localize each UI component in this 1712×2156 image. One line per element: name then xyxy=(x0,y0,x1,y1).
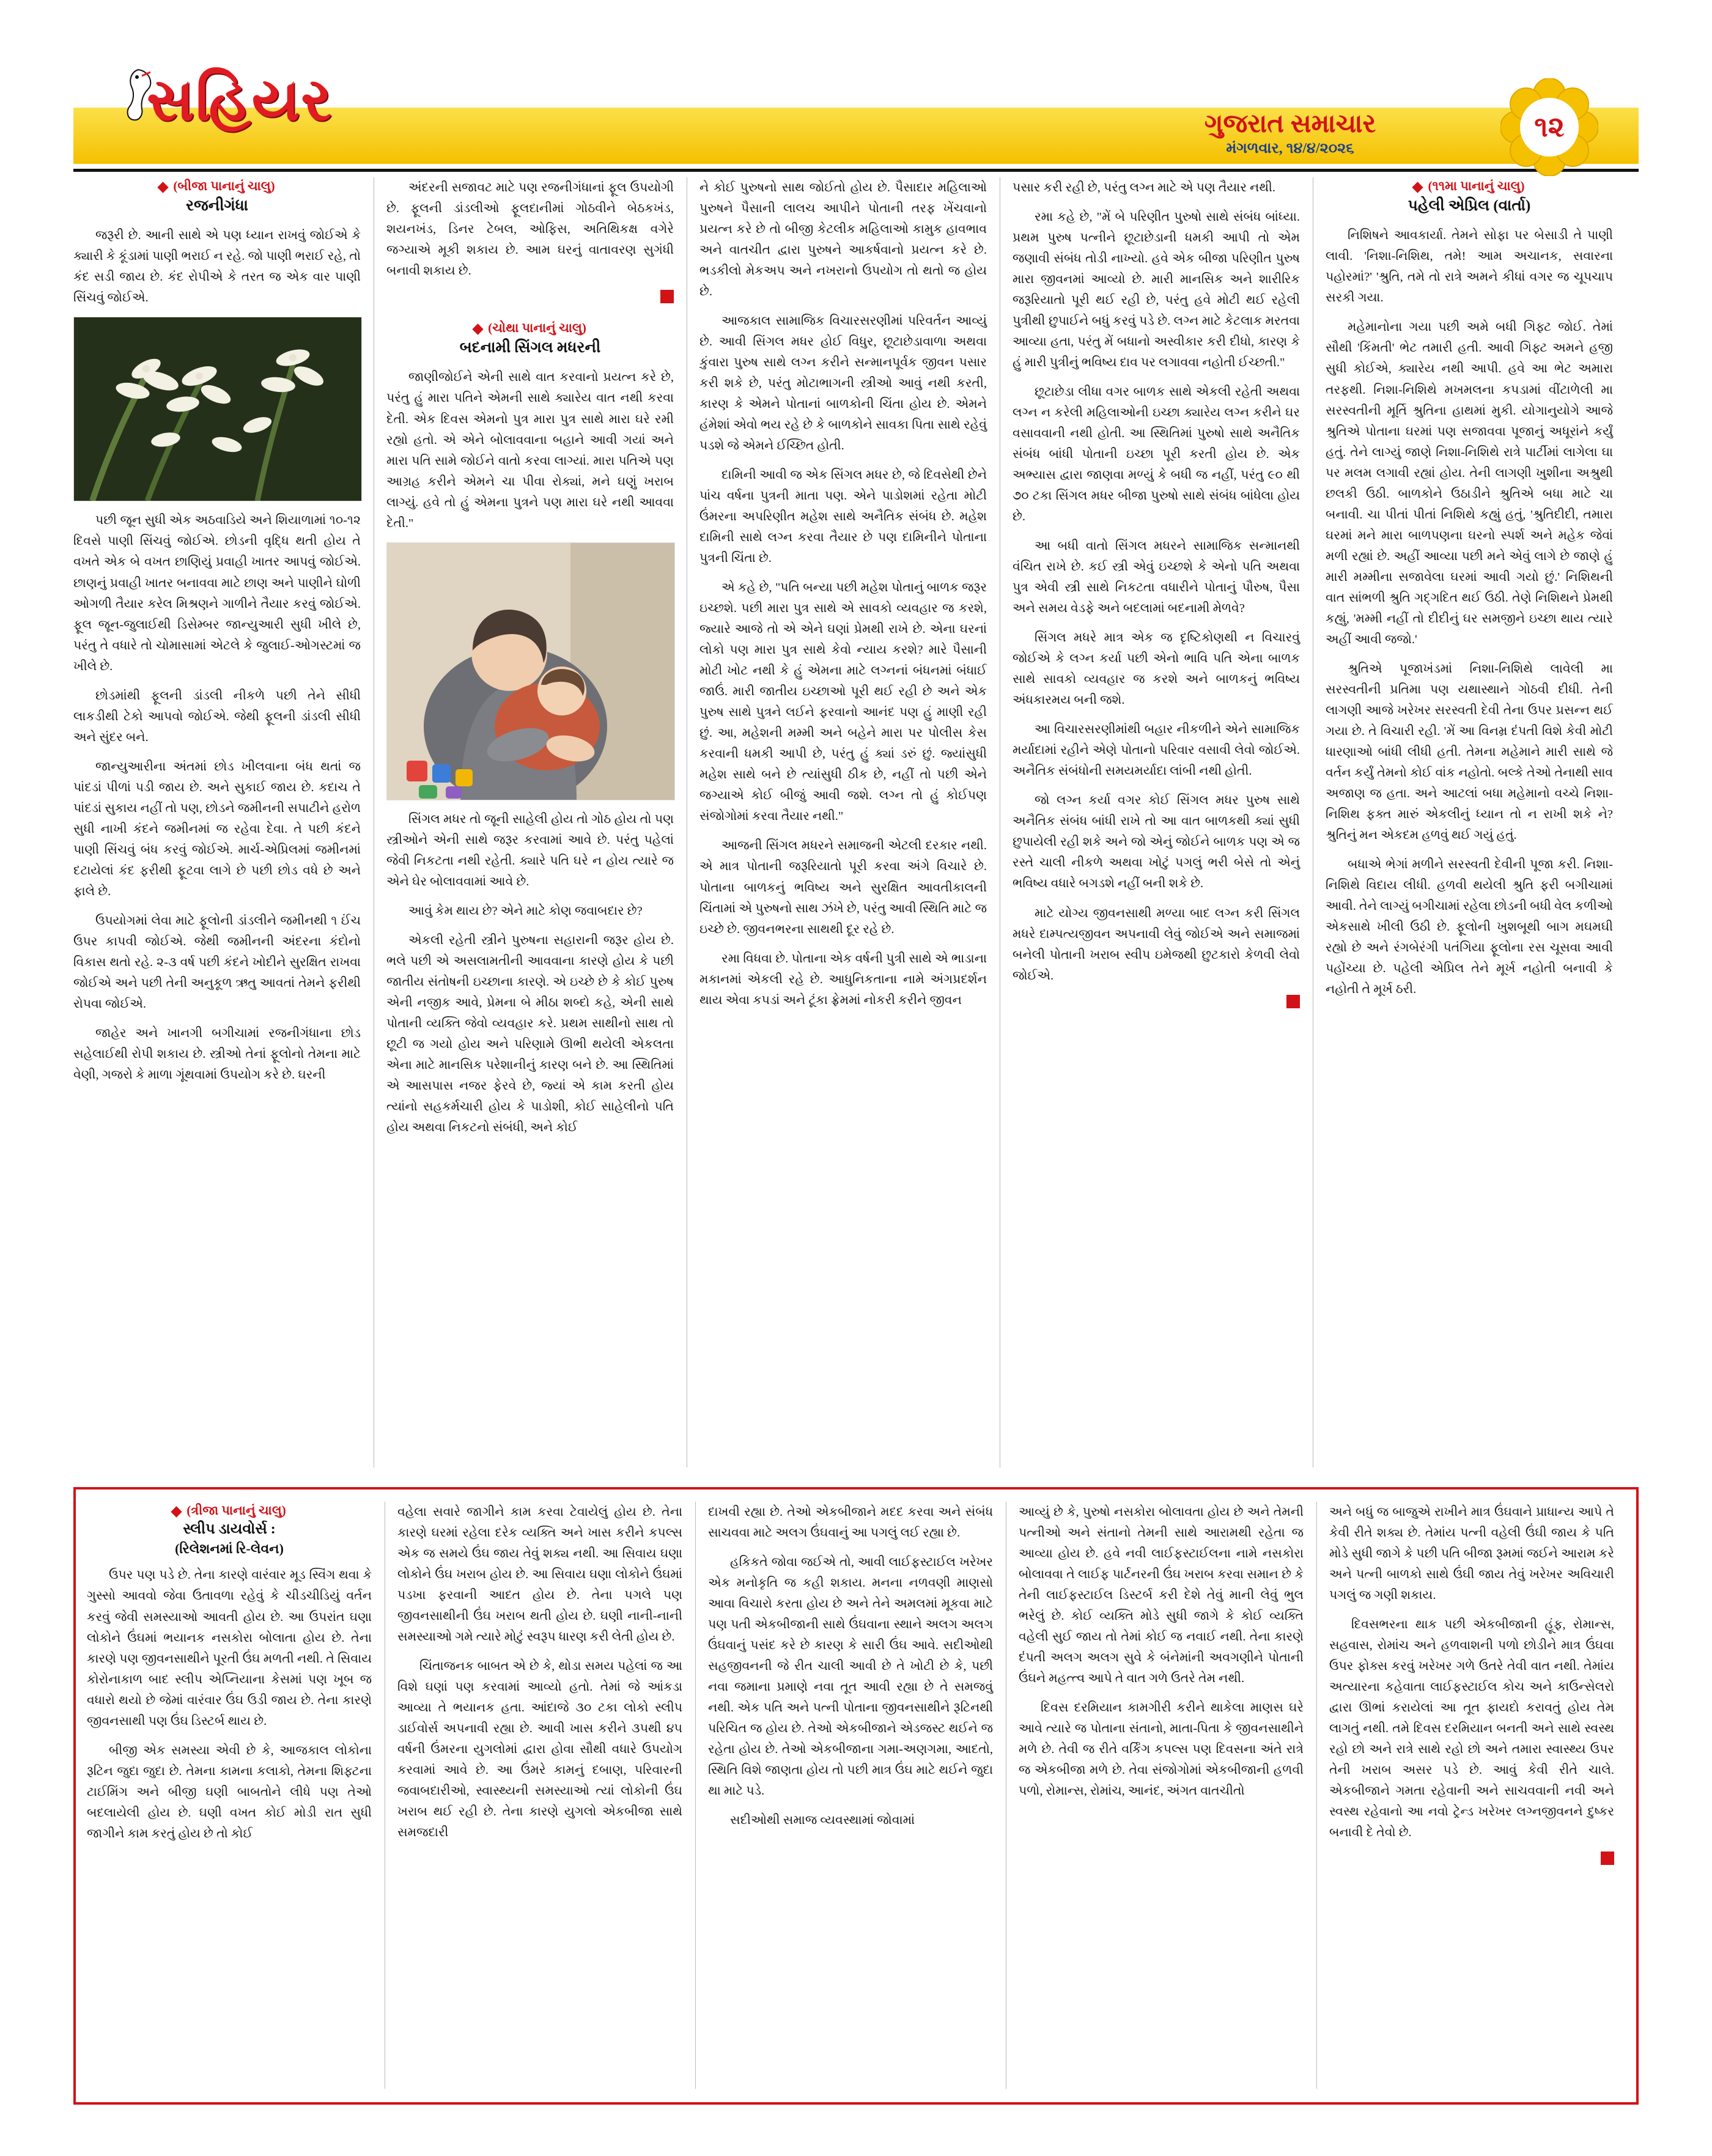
continuation-note: (ત્રીજા પાનાનું ચાલુ) xyxy=(87,1502,372,1519)
boxed-column-4 xyxy=(1019,1502,1304,2089)
paragraph: રમા વિધવા છે. પોતાના એક વર્ષની પુત્રી સાથે એ ભાડાના મકાનમાં એકલી રહે છે. આધુનિકતાના નામે અંગપ્રદર્શન થાય એવા કપડાં અને ટૂંકા ફ્રેમમાં નોકરી કરીને જીવન xyxy=(699,951,987,1007)
paragraph: આજની સિંગલ મધરને સમાજની એટલી દરકાર નથી. એ માત્ર પોતાની જરૂરિયાતો પૂરી કરવા અંગે વિચારે છે. પોતાના બાળકનું ભવિષ્ય અને સુરક્ષિત આવતીકાલની ચિંતામાં એ પુરુષનો સાથ ઝંખે છે, પરંતુ આવી સ્થિતિ માટે જ ઇચ્છે છે. જીવનભરના સાથથી દૂર રહે છે. xyxy=(699,839,987,936)
paragraph: છોડમાંથી ફૂલની ડાંડલી નીકળે પછી તેને સીધી લાકડીથી ટેકો આપવો જોઈએ. જેથી ફૂલની ડાંડલી સીધી અને સુંદર બને. xyxy=(73,689,361,744)
tuberose-flower-photo xyxy=(73,317,362,501)
boxed-column-5 xyxy=(1329,1502,1614,2089)
issue-date: મંગળવાર, ૧૪/૪/૨૦૨૬ xyxy=(1226,141,1354,157)
paragraph: આ વિચારસરણીમાંથી બહાર નીકળીને એને સામાજિક મર્યાદામાં રહીને એણે પોતાનો પરિવાર વસાવી લેવો જોઈએ. અનૈતિક સંબંધોની સમયમર્યાદા લાંબી નથી હોતી. xyxy=(1013,723,1300,778)
paragraph: છૂટાછેડા લીધા વગર બાળક સાથે એકલી રહેતી અથવા લગ્ન ન કરેલી મહિલાઓની ઇચ્છા ક્યારેય લગ્ન કરીને ઘર વસાવવાની નથી હોતી. આ સ્થિતિમાં પુરુષો સાથે અનૈતિક સંબંધ બાંધી પોતાની ઇચ્છા પૂરી કરતી હોય છે. એક અભ્યાસ દ્વારા જાણવા મળ્યું કે બધી જ નહીં, પરંતુ ૯૦ થી ૭૦ ટકા સિંગલ મધર બીજા પુરુષો સાથે સંબંધ બાંધેલા હોય છે. xyxy=(1013,385,1300,524)
column-divider xyxy=(695,1502,696,2089)
continuation-note: (ચોથા પાનાનું ચાલુ) xyxy=(386,319,674,337)
boxed-column-3 xyxy=(708,1502,993,2089)
paragraph: અંદરની સજાવટ માટે પણ રજનીગંધાનાં ફૂલ ઉપયોગી છે. ફૂલની ડાંડલીઓ ફૂલદાનીમાં ગોઠવીને બેઠકખંડ, શયનખંડ, ડિનર ટેબલ, ઓફિસ, અતિથિકક્ષ વગેરે જગ્યાએ મૂકી શકાય છે. આમ ઘરનું વાતાવરણ સુગંધી બનાવી શકાય છે. xyxy=(386,181,674,278)
paragraph: સિંગલ મધર તો જૂની સાહેલી હોય તો ગોઠ હોય તો પણ સ્ત્રીઓને એની સાથે જરૂર કરવામાં આવે છે. પરંતુ પહેલાં જેવી નિકટતા નથી રહેતી. ક્યારે પતિ ઘરે ન હોય ત્યારે જ એને ઘેર બોલાવવામાં આવે છે. xyxy=(386,812,674,888)
paragraph: મહેમાનોના ગયા પછી અમે બધી ગિફ્ટ જોઈ. તેમાં સૌથી 'કિંમતી' ભેટ તમારી હતી. આવી ગિફ્ટ અમને હજી સુધી કોઈએ, ક્યારેય નથી આપી. હવે આ ભેટ અમારા તરફથી. નિશા-નિશિથે મખમલના કપડામાં વીંટાળેલી મા સરસ્વતીની મૂર્તિ શ્રુતિના હાથમાં મુકી. યોગાનુયોગે આજે શ્રુતિએ પોતાના ઘરમાં પણ સજાવવા પૂજાનું અધૂરાંને કર્યું હતું. તેને લાગ્યું જાણે નિશા-નિશિથે રાત્રે પાર્ટીમાં લાગેલા ઘા પર મલમ લગાવી રહ્યાં હોય. તેની લાગણી ખુશીના અશ્રુથી છલકી ઉઠી. બાળકોને ઉઠાડીને શ્રુતિએ બધા માટે ચા બનાવી. ચા પીતાં પીતાં નિશિથે કહ્યું હતું, 'શ્રુતિદીદી, તમારા ઘરમાં મને મારા બાળપણના ઘરનો સ્પર્શ અને મહેક જેવાં મળી રહ્યાં છે. અહીં આવ્યા પછી મને એવું લાગે છે જાણે હું મારી મમ્મીના સજાવેલા ઘરમાં આવી ગયો છું.' નિશિથની વાત સાંભળી શ્રુતિ ગદ્ગદિત થઈ ઉઠી. તેણે નિશિથને પ્રેમથી કહ્યું, 'મમ્મી નહીં તો દીદીનું ઘર સમજીને ઇચ્છા થાય ત્યારે અહીં આવી જજો.' xyxy=(1326,320,1613,646)
article-columns xyxy=(73,177,1639,1467)
paragraph: ચિંતાજનક બાબત એ છે કે, થોડા સમય પહેલાં જ આ વિશે ઘણાં પણ કરવામાં આવ્યો હતો. તેમાં જે આંકડા આવ્યા તે ભયાનક હતા. આંદાજે ૩૦ ટકા લોકો સ્લીપ ડાઈવોર્સ અપનાવી રહ્યા છે. આવી ખાસ કરીને ૩૫થી ૪૫ વર્ષની ઉંમરના યુગલોમાં દ્વારા હોવા સૌથી વધારે ઉપયોગ કરવામાં આવે છે. આ ઉંમરે કામનું દબાણ, પરિવારની જવાબદારીઓ, સ્વાસ્થ્યની સમસ્યાઓ ત્યાં લોકોની ઉંઘ ખરાબ થઈ રહી છે. તેના કારણે યુગલો એકબીજા સાથે સમજદારી xyxy=(397,1659,682,1840)
article-title: પહેલી એપ્રિલ (વાર્તા) xyxy=(1408,198,1531,215)
paragraph: એકલી રહેતી સ્ત્રીને પુરુષના સહારાની જરૂર હોય છે. ભલે પછી એ અસલામતીની આવવાના કારણે હોય કે પછી જાતીય સંતોષની ઇચ્છાના કારણે. એ ઇચ્છે છે કે કોઈ પુરુષ એની નજીક આવે, પ્રેમના બે મીઠા શબ્દો કહે, એની સાથે પોતાની વ્યક્તિ જેવો વ્યવહાર કરે. પ્રથમ સાથીનો સાથ તો છૂટી જ ગયો હોય અને પરિણામે ઊભી થયેલી એકલતા એના માટે માનસિક પરેશાનીનું કારણ બને છે. આ સ્થિતિમાં એ આસપાસ નજર ફેરવે છે, જ્યાં એ કામ કરતી હોય ત્યાંનો સહકર્મચારી હોય કે પાડોશી, કોઈ સાહેલીનો પતિ હોય અથવા નિકટનો સંબંધી, અને કોઈ xyxy=(386,933,674,1134)
masthead xyxy=(73,49,1639,165)
column-5 xyxy=(1326,177,1613,1467)
paper-name: ગુજરાત સમાચાર xyxy=(1204,110,1376,138)
boxed-article-columns xyxy=(87,1502,1628,2089)
paragraph: ઉપયોગમાં લેવા માટે ફૂલોની ડાંડલીને જમીનથી ૧ ઈંચ ઉપર કાપવી જોઈએ. જેથી જમીનની અંદરના કંદોનો વિકાસ થતો રહે. ૨-૩ વર્ષ પછી કંદને ખોદીને સુરક્ષિત રાખવા જોઈએ અને પછી તેની અનુકૂળ ઋતુ આવતાં તેમને ફરીથી રોપવા જોઈએ. xyxy=(73,914,361,1011)
column-3 xyxy=(699,177,987,1467)
paragraph: હકિકતે જોવા જઈએ તો, આવી લાઈફસ્ટાઈલ ખરેખર એક મનોકૃતિ જ કહી શકાય. મનના નળવણી માણસો આવા વિચારો કરતા હોય છે અને તેને અમલમાં મૂકવા માટે પણ પતી એકબીજાની સાથે ઉંઘવાના સ્થાને અલગ અલગ ઉંઘવાનું પસંદ કરે છે કારણ કે સારી ઉંઘ આવે. સદીઓથી સહજીવનની જે રીત ચાલી આવી છે તે ખોટી છે કે, પછી નવા જમાના પ્રમાણે નવા તૂત આવી રહ્યા છે તે સમજવું નથી. એક પતિ અને પત્ની પોતાના જીવનસાથીને રૂટિનથી પરિચિત જ હોય છે. તેઓ એકબીજાને એડજસ્ટ થઈને જ રહેતા હોય છે. તેઓ એકબીજાના ગમા-અણગમા, આદતો, સ્થિતિ વિશે જાણતા હોય તો પછી માત્ર ઉંઘ માટે થઈને જુદા થા માટે પડે. xyxy=(708,1556,993,1798)
paragraph: સદીઓથી સમાજ વ્યવસ્થામાં જોવામાં xyxy=(730,1814,915,1828)
paragraph: જાહેર અને ખાનગી બગીચામાં રજનીગંધાના છોડ સહેલાઈથી રોપી શકાય છે. સ્ત્રીઓ તેનાં ફૂલોનો તેમના માટે વેણી, ગજરો કે માળા ગૂંથવામાં ઉપયોગ કરે છે. ઘરની xyxy=(73,1026,361,1082)
continuation-note: (૧૧મા પાનાનું ચાલુ) xyxy=(1326,177,1613,195)
paragraph: બીજી એક સમસ્યા એવી છે કે, આજકાલ લોકોના રૂટિન જુદા જુદા છે. તેમના કામના કલાકો, તેમના શિફ્ટના ટાઈમિંગ અને બીજી ઘણી બાબતોને લીધે પણ તેઓ બદલાયેલી હોય છે. ઘણી વખત કોઈ મોડી રાત સુધી જાગીને કામ કરતું હોય છે તો કોઈ xyxy=(87,1743,372,1840)
paragraph: ને કોઈ પુરુષનો સાથ જોઈતો હોય છે. પૈસાદાર મહિલાઓ પુરુષને પૈસાની લાલચ આપીને પોતાની તરફ ખેંચવાનો પ્રયત્ન કરે છે તો બીજી કેટલીક મહિલાઓ કામુક હાવભાવ અને વાતચીત દ્વારા પુરુષને આકર્ષવાનો પ્રયત્ન કરે છે. ભડકીલો મેકઅપ અને નખરાનો ઉપયોગ તો થતો જ હોય છે. xyxy=(699,181,987,299)
paragraph: રમા કહે છે, "મેં બે પરિણીત પુરુષો સાથે સંબંધ બાંધ્યા. પ્રથમ પુરુષ પત્નીને છૂટાછેડાની ધમકી આપી તો એમ જણાવી સંબંધ તોડી નાખ્યો. હવે એક બીજા પરિણીત પુરુષ મારા જીવનમાં આવ્યો છે. મારી માનસિક અને શારીરિક જરૂરિયાતો પૂરી થઈ રહી છે, પરંતુ હવે મોટી થઈ રહેલી પુત્રીથી છુપાઈને બધું કરવું પડે છે. લગ્ન માટે કેટલાક મરતવા આવ્યા હતા, પરંતુ મેં બધાનો અસ્વીકાર કરી દીધો, કારણ કે હું મારી પુત્રીનું ભવિષ્ય દાવ પર લગાવવા નહોતી ઈચ્છતી." xyxy=(1013,210,1300,370)
boxed-article-sleep-divorce xyxy=(73,1487,1639,2105)
page-number: ૧૨ xyxy=(1534,111,1565,142)
column-4 xyxy=(1013,177,1300,1467)
paragraph: માટે યોગ્ય જીવનસાથી મળ્યા બાદ લગ્ન કરી સિંગલ મધરે દામ્પત્યજીવન અપનાવી લેવું જોઈએ અને સમાજમાં બનેલી પોતાની ખરાબ સ્વીપ ઇમેજથી છુટકારો કેળવી લેવો જોઈએ. xyxy=(1013,906,1300,983)
diamond-bullet-icon xyxy=(171,1506,182,1517)
paragraph: જરૂરી છે. આની સાથે એ પણ ધ્યાન રાખવું જોઈએ કે ક્યારી કે કૂંડામાં પાણી ભરાઈ ન રહે. જો પાણી ભરાઈ રહે, તો કંદ સડી જાય છે. કંદ રોપીએ કે તરત જ એક વાર પાણી સિંચવું જોઈએ. xyxy=(73,229,361,305)
paragraph: આવું કેમ થાય છે? એને માટે કોણ જવાબદાર છે? xyxy=(408,904,643,918)
column-1 xyxy=(73,177,361,1467)
paragraph: આવ્યું છે કે, પુરુષો નસકોરા બોલાવતા હોય છે અને તેમની પત્નીઓ અને સંતાનો તેમની સાથે આરામથી રહેતા જ આવ્યા હોય છે. હવે નવી લાઈફસ્ટાઈલના નામે નસકોરા બોલાવવા તે લાઈફ પાર્ટનરની ઉંઘ ખરાબ કરવા સમાન છે કે તેની લાઈફસ્ટાઈલ ડિસ્ટર્બ કરી દેશે તેવું માની લેવું ભુલ ભરેલું છે. કોઈ વ્યક્તિ મોડે સુધી જાગે કે કોઈ વ્યક્તિ વહેલી સુઈ જાય તો તેમાં કોઈ જ નવાઈ નથી. તેના કારણે દંપતી અલગ અલગ સુવે કે બંનેમાંની અવગણીને પોતાની ઉંઘને મહત્ત્વ આપે તે વાત ગળે ઉતરે તેમ નથી. xyxy=(1019,1505,1304,1686)
peacock-icon xyxy=(117,66,160,122)
diamond-bullet-icon xyxy=(472,323,483,334)
end-of-article-mark xyxy=(660,290,674,303)
article-title: બદનામી સિંગલ મધરની xyxy=(459,339,601,356)
paragraph: વહેલા સવારે જાગીને કામ કરવા ટેવાયેલું હોય છે. તેના કારણે ઘરમાં રહેલા દરેક વ્યક્તિ અને ખાસ કરીને કપલ્સ એક જ સમયે ઉંઘ જાય તેવું શક્ય નથી. આ સિવાય ઘણા લોકોને ઉંઘ ખરાબ હોય છે. આ સિવાય ઘણા લોકોને ઉંઘમાં પડખા ફરવાની આદત હોય છે. તેના પગલે પણ જીવનસાથીની ઉંઘ ખરાબ થતી હોય છે. ઘણી નાની-નાની સમસ્યાઓ ગમે ત્યારે મોટું સ્વરૂપ ધારણ કરી લેતી હોય છે. xyxy=(397,1505,682,1644)
paragraph: દાખવી રહ્યા છે. તેઓ એકબીજાને મદદ કરવા અને સંબંધ સાચવવા માટે અલગ ઉંઘવાનું આ પગલું લઈ રહ્યા છે. xyxy=(708,1505,993,1540)
paragraph: આજકાલ સામાજિક વિચારસરણીમાં પરિવર્તન આવ્યું છે. આવી સિંગલ મધર હોઈ વિધુર, છૂટાછેડાવાળા અથવા કુંવારા પુરુષ સાથે લગ્ન કરીને સન્માનપૂર્વક જીવન પસાર કરી શકે છે, પરંતુ મોટાભાગની સ્ત્રીઓ આવું નથી કરતી, કારણ કે એમને પોતાનાં બાળકોની ચિંતા હોય છે. એમને હંમેશાં એવો ભય રહે છે કે બાળકોને સાવકા પિતા સાથે રહેવું પડશે જે એમને ઈચ્છિત હોતી. xyxy=(699,314,987,453)
boxed-article-subtitle: (રિલેશનમાં રિ-લેવન) xyxy=(175,1540,284,1556)
paragraph: દામિની આવી જ એક સિંગલ મધર છે, જે દિવસેથી છેને પાંચ વર્ષના પુત્રની માતા પણ. એને પાડોશમાં રહેતા મોટી ઉંમરના અપરિણીત મહેશ સાથે અનૈતિક સંબંધ છે. મહેશ દામિની સાથે લગ્ન કરવા તૈયાર છે પણ દામિનીને પોતાના પુત્રની ચિંતા છે. xyxy=(699,468,987,566)
paragraph: નિશિષને આવકાર્યા. તેમને સોફા પર બેસાડી તે પાણી લાવી. 'નિશા-નિશિથ, તમે! આમ અચાનક, સવારના પહોરમાં?' 'શ્રુતિ, તમે તો રાત્રે અમને કીધાં વગર જ ચૂપચાપ સરકી ગયા. xyxy=(1326,229,1613,305)
boxed-article-title: સ્લીપ ડાયવોર્સ : xyxy=(183,1521,276,1538)
boxed-column-2 xyxy=(397,1502,682,2089)
paper-info xyxy=(1101,110,1480,157)
paragraph: એ કહે છે, "પતિ બન્યા પછી મહેશ પોતાનું બાળક જરૂર ઇચ્છશે. પછી મારા પુત્ર સાથે એ સાવકો વ્યવહાર જ કરશે, જ્યારે આજે તો એ એને ઘણાં પ્રેમથી રાખે છે. એના ઘરનાં લોકો પણ મારા પુત્ર સાથે કેવો ન્યાય કરશે? મારે પૈસાની મોટી ખોટ નથી કે હું એમના માટે લગ્નનાં બંધનમાં બંધાઈ જાઉં. મારી જાતીય ઇચ્છાઓ પૂરી થઈ રહી છે અને એક પુરુષ સાથે પુત્રને લઈને ફરવાનો આનંદ પણ હું માણી રહી છું. આ, મહેશની મમ્મી અને બહેને મારા પર પોલીસ કેસ કરવાની ધમકી આપી છે, પરંતુ હું ક્યાં ડરું છું. જ્યાંસુધી મહેશ સાથે બને છે ત્યાંસુધી ઠીક છે, નહીં તો પછી એને જગ્યાએ કોઈ બીજું આવી જશે. લગ્ન તો હું કોઈપણ સંજોગોમાં કરવા તૈયાર નથી." xyxy=(699,581,987,824)
paragraph: આ બધી વાતો સિંગલ મધરને સામાજિક સન્માનથી વંચિત રાખે છે. કઈ સ્ત્રી એવું ઇચ્છશે કે એનો પતિ અથવા પુત્ર એવી સ્ત્રી સાથે નિકટતા વધારીને પોતાનું પૌરુષ, પૈસા અને સમય વેડફે અને બદલામાં બદનામી મેળવે? xyxy=(1013,539,1300,616)
article-heading-pehli-april xyxy=(1326,177,1613,216)
paragraph: પસાર કરી રહી છે, પરંતુ લગ્ન માટે એ પણ તૈયાર નથી. xyxy=(1013,181,1276,194)
diamond-bullet-icon xyxy=(158,182,169,193)
paragraph: જાણીજોઈને એની સાથે વાત કરવાનો પ્રયત્ન કરે છે, પરંતુ હું મારા પતિને એમની સાથે ક્યારેય વાત નથી કરવા દેતી. એક દિવસ એમનો પુત્ર મારા પુત્ર સાથે મારા ઘરે રમી રહ્યો હતો. એ એને બોલાવવાના બહાને આવી ગયાં અને મારા પતિ સામે જોઈને વાતો કરવા લાગ્યાં. મારા પતિએ પણ આગ્રહ કરીને એમને ચા પીવા રોક્યાં, મને ઘણું ખરાબ લાગ્યું. હવે તો હું એમના પુત્રને પણ મારા ઘરે નથી આવવા દેતી." xyxy=(386,371,674,530)
continuation-note: (બીજા પાનાનું ચાલુ) xyxy=(73,177,361,195)
paragraph: ઉપર પણ પડે છે. તેના કારણે વારંવાર મૂડ સ્વિંગ થવા કે ગુસ્સો આવવો જેવા ઉતાવળા રહેવું કે ચીડચીડિયું વર્તન કરવું જેવી સમસ્યાઓ આવતી હોય છે. આ ઉપરાંત ઘણા લોકોને ઉંઘમાં ભયાનક નસકોરા બોલાતા હોય છે. તેના કારણે પણ જીવનસાથીને પૂરતી ઉંઘ મળતી નથી. તે સિવાય કોરોનાકાળ બાદ સ્લીપ એપ્નિયાના કેસમાં પણ ખૂબ જ વધારો થયો છે જેમાં વારંવાર ઉંઘ ઉડી જાય છે. તેના કારણે જીવનસાથી પણ ઉંઘ ડિસ્ટર્બ થાય છે. xyxy=(87,1568,372,1728)
boxed-column-1 xyxy=(87,1502,372,2089)
paragraph: પછી જૂન સુધી એક અઠવાડિયે અને શિયાળામાં ૧૦-૧૨ દિવસે પાણી સિંચવું જોઈએ. છોડની વૃદ્ધિ થતી હોય તે વખતે એક બે વખત છાણિયું પ્રવાહી ખાતર આપવું જોઈએ. છાણનું પ્રવાહી ખાતર બનાવવા માટે છાણ અને પાણીને ઘોળી ઓગળી તૈયાર કરેલ મિશ્રણને ગાળીને તૈયાર કરવું જોઈએ. ફૂલ જૂન-જુલાઈથી ડિસેમ્બર જાન્યુઆરી સુધી ખીલે છે, પરંતુ તે વધારે તો ચોમાસામાં એટલે કે જુલાઈ-ઓગસ્ટમાં જ ખીલે છે. xyxy=(73,514,361,673)
end-of-article-mark xyxy=(1286,995,1300,1008)
column-divider xyxy=(1316,1502,1317,2089)
article-title: રજનીગંધા xyxy=(186,198,248,215)
paragraph: જો લગ્ન કર્યા વગર કોઈ સિંગલ મધર પુરુષ સાથે અનૈતિક સંબંધ બાંધી રાખે તો આ વાત બાળકથી ક્યાં સુધી છુપાયેલી રહી શકે અને જો એનું જોઈને બાળક પણ એ જ રસ્તે ચાલી નીકળે અથવા ખોટું પગલું ભરી બેસે તો એનું ભવિષ્ય વધારે બગડશે નહીં બની શકે છે. xyxy=(1013,794,1300,891)
end-of-article-mark xyxy=(1601,1851,1614,1865)
paragraph: દિવસભરના થાક પછી એકબીજાની હૂંફ, રોમાન્સ, સહવાસ, રોમાંચ અને હળવાશની પળો છોડીને માત્ર ઉંઘવા ઉપર ફોક્સ કરવું ખરેખર ગળે ઉતરે તેવી વાત નથી. તેમાંય અત્યારના કહેવાતા લાઈફસ્ટાઈલ કોચ અને કાઉન્સેલરો દ્વારા ઊભાં કરાયેલાં આ તૂત ફાયદો કરાવતું હોય તેમ લાગતું નથી. તમે દિવસ દરમિયાન બનતી અને સાથે સ્વસ્થ રહો છો અને રાત્રે સાથે રહો છો અને તમારા સ્વાસ્થ્ય ઉપર તેની ખરાબ અસર પડે છે. આવું કેવી રીતે ચાલે. એકબીજાને ગમતા રહેવાની અને સાચવવાની નવી અને સ્વસ્થ રહેવાનો આ નવો ટ્રેન્ડ ખરેખર લગ્નજીવનને દુષ્કર બનાવી દે તેવો છે. xyxy=(1329,1618,1614,1840)
paragraph: જાન્યુઆરીના અંતમાં છોડ ખીલવાના બંધ થતાં જ પાંદડાં પીળાં પડી જાય છે. અને સુકાઈ જાય છે. કદાચ તે પાંદડાં સુકાય નહીં તો પણ, છોડને જમીનની સપાટીને હરોળ સુધી નાખી કંદને જમીનમાં જ રહેવા દેવા. તે પછી કંદને પાણી સિંચવું બંધ કરવું જોઈએ. માર્ચ-એપ્રિલમાં જમીનમાં દટાયેલાં કંદ ફરીથી ફૂટવા લાગે છે પછી છોડ વધે છે અને ફાલે છે. xyxy=(73,759,361,898)
paragraph: સિંગલ મધરે માત્ર એક જ દૃષ્ટિકોણથી ન વિચારવું જોઈએ કે લગ્ન કર્યા પછી એનો ભાવિ પતિ એના બાળક સાથે સાવકો વ્યવહાર જ કરશે અને બાળકનું ભવિષ્ય અંધકારમય બની જશે. xyxy=(1013,631,1300,707)
diamond-bullet-icon xyxy=(1412,182,1423,193)
masthead-divider xyxy=(73,169,1639,172)
mother-and-child-illustration xyxy=(386,542,675,800)
paragraph: શ્રુતિએ પૂજાખંડમાં નિશા-નિશિથે લાવેલી મા સરસ્વતીની પ્રતિમા પણ યથાસ્થાને ગોઠવી દીધી. તેની લાગણી આજે ખરેખર સરસ્વતી દેવી તેના ઉપર પ્રસન્ન થઈ ગયા છે. તે વિચારી રહી. 'મેં આ વિનમ્ર દંપતી વિશે કેવી મોટી ધારણાઓ બાંધી લીધી હતી. તેમના મહેમાને મારી સાથે જે વર્તન કર્યું તેમનો કોઈ વાંક નહોતો. બલ્કે તેઓ તેનાથી સાવ અજાણ જ હતા. અને આટલાં બધા મહેમાનો વચ્ચે નિશા-નિશિથ ફક્ત મારું એકલીનું ધ્યાન તો ન રાખી શકે ને? શ્રુતિનું મન એકદમ હળવું થઈ ગયું હતું. xyxy=(1326,662,1613,842)
paragraph: દિવસ દરમિયાન કામગીરી કરીને થાકેલા માણસ ઘરે આવે ત્યારે જ પોતાના સંતાનો, માતા-પિતા કે જીવનસાથીને મળે છે. તેવી જ રીતે વર્કિંગ કપલ્સ પણ દિવસના અંતે રાત્રે જ એકબીજા મળે છે. તેવા સંજોગોમાં એકબીજાની હળવી પળો, રોમાન્સ, રોમાંચ, આનંદ, અંગત વાતચીતો xyxy=(1019,1701,1304,1798)
publication-logo: સહિયર xyxy=(147,67,333,133)
column-2 xyxy=(386,177,674,1467)
article-heading-single-mother xyxy=(386,319,674,358)
paragraph: બધાએ ભેગાં મળીને સરસ્વતી દેવીની પૂજા કરી. નિશા-નિશિથે વિદાય લીધી. હળવી થયેલી શ્રુતિ ફરી બગીચામાં આવી. તેને લાગ્યું બગીચામાં રહેલા છોડની બધી વેલ કળીઓ એકસાથે ખીલી ઉઠી છે. ફૂલોની ખુશબૂથી બાગ મઘમઘી રહ્યો છે અને રંગબેરંગી પતંગિયા ફૂલોના રસ ચૂસવા આવી પહોંચ્યા છે. પહેલી એપ્રિલ તેને મૂર્ખ નહોતી બનાવી કે નહોતી તે મૂર્ખ ઠરી. xyxy=(1326,857,1613,996)
paragraph: અને બધું જ બાજુએ રાખીને માત્ર ઉંઘવાને પ્રાધાન્ય આપે તે કેવી રીતે શક્ય છે. તેમાંય પત્ની વહેલી ઉંઘી જાય કે પતિ મોડે સુધી જાગે કે પછી પતિ બીજા રૂમમાં જઈને આરામ કરે અને પત્ની બાળકો સાથે ઉંઘી જાય તેવું ખરેખર અવિચારી પગલું જ ગણી શકાય. xyxy=(1329,1505,1614,1603)
article-heading-rajanigandha xyxy=(73,177,361,216)
